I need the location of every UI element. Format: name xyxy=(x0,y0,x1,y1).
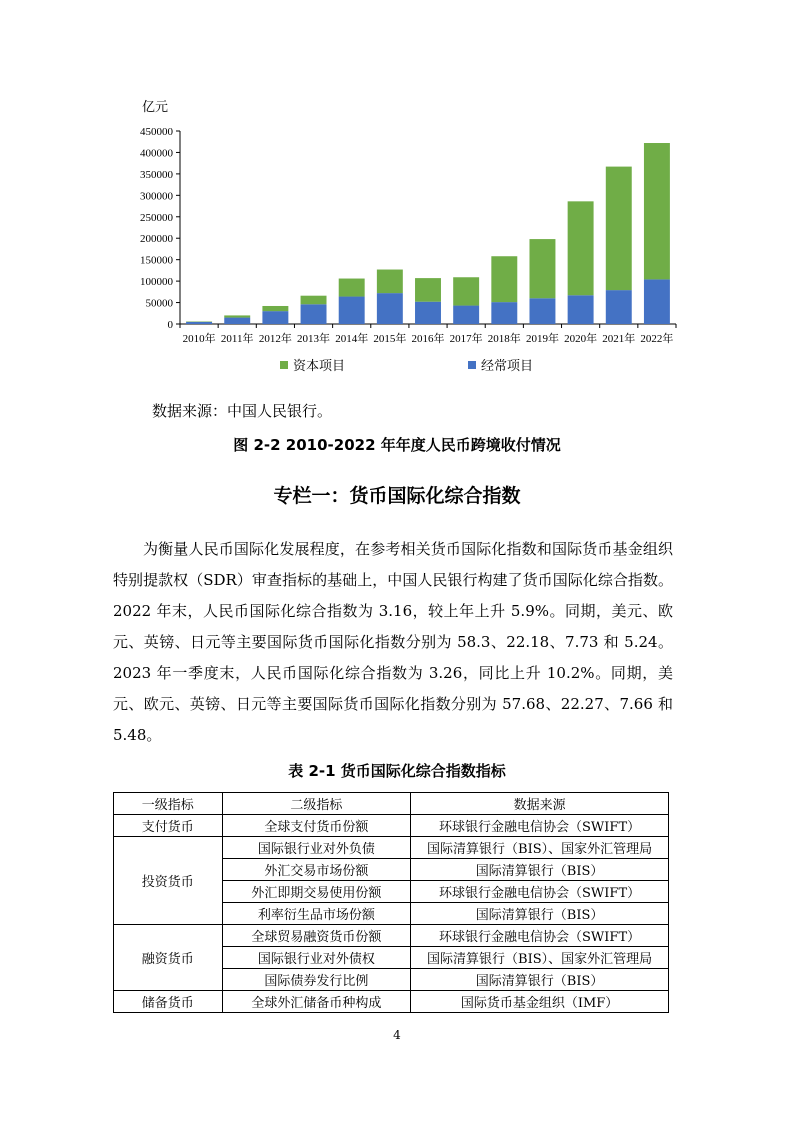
bar-current-account xyxy=(529,298,555,324)
bar-current-account xyxy=(262,311,288,324)
page-number: 4 xyxy=(393,1028,401,1042)
secondary-indicator-cell: 全球外汇储备币种构成 xyxy=(222,991,411,1013)
data-source-cell: 国际货币基金组织（IMF） xyxy=(411,991,669,1013)
x-tick-label: 2019年 xyxy=(525,333,559,345)
secondary-indicator-cell: 利率衍生品市场份额 xyxy=(222,903,411,925)
data-source-cell: 环球银行金融电信协会（SWIFT） xyxy=(411,881,669,903)
bar-current-account xyxy=(453,306,479,324)
x-tick-label: 2013年 xyxy=(297,333,331,345)
column-header: 二级指标 xyxy=(222,793,411,815)
primary-indicator-cell: 投资货币 xyxy=(114,837,223,925)
bar-current-account xyxy=(606,290,632,324)
bar-capital-account xyxy=(339,279,365,297)
bar-current-account xyxy=(224,318,250,324)
bar-capital-account xyxy=(262,306,288,311)
x-tick-label: 2021年 xyxy=(602,333,636,345)
bar-capital-account xyxy=(224,315,250,317)
bar-current-account xyxy=(301,304,327,324)
data-source-cell: 国际清算银行（BIS） xyxy=(411,859,669,881)
bar-capital-account xyxy=(568,201,594,295)
x-tick-label: 2015年 xyxy=(373,333,407,345)
x-tick-label: 2022年 xyxy=(640,333,674,345)
table-caption: 表 2-1 货币国际化综合指数指标 xyxy=(288,762,506,780)
bar-capital-account xyxy=(415,278,441,302)
bar-capital-account xyxy=(529,239,555,298)
secondary-indicator-cell: 国际银行业对外负债 xyxy=(222,837,411,859)
bar-capital-account xyxy=(301,296,327,305)
cross-border-rmb-chart xyxy=(130,95,690,385)
table-row xyxy=(114,837,669,859)
secondary-indicator-cell: 外汇即期交易使用份额 xyxy=(222,881,411,903)
table-header-row xyxy=(114,793,669,815)
secondary-indicator-cell: 全球支付货币份额 xyxy=(222,815,411,837)
y-tick-label: 150000 xyxy=(140,254,173,267)
paragraph-text: 为衡量人民币国际化发展程度，在参考相关货币国际化指数和国际货币基金组织特别提款权（SDR）审查指标的基础上，中国人民银行构建了货币国际化综合指数。2022 年末，人民币国际化综合指数为 3.16，较上年上升 5.9%。同期，美元、欧元、英镑、日元等主要国际货币国际化指数分别为 58.3、22.18、7.73 和 5.24。2023 年一季度末，人民币国际化综合指数为 3.26，同比上升 10.2%。同期，美元、欧元、英镑、日元等主要国际货币国际化指数分别为 57.68、22.27、7.66 和 5.48。 xyxy=(113,540,673,744)
x-tick-label: 2012年 xyxy=(258,333,292,345)
primary-indicator-cell: 支付货币 xyxy=(114,815,223,837)
data-source-cell: 国际清算银行（BIS）、国家外汇管理局 xyxy=(411,837,669,859)
data-source-cell: 环球银行金融电信协会（SWIFT） xyxy=(411,925,669,947)
table-row xyxy=(114,991,669,1013)
bar-capital-account xyxy=(453,277,479,305)
bar-current-account xyxy=(644,279,670,324)
data-source-cell: 环球银行金融电信协会（SWIFT） xyxy=(411,815,669,837)
y-tick-label: 50000 xyxy=(145,297,173,310)
x-tick-label: 2017年 xyxy=(449,333,483,345)
y-tick-label: 0 xyxy=(167,319,173,331)
primary-indicator-cell: 融资货币 xyxy=(114,925,223,991)
bar-current-account xyxy=(186,322,212,324)
secondary-indicator-cell: 国际银行业对外债权 xyxy=(222,947,411,969)
bar-current-account xyxy=(568,295,594,324)
primary-indicator-cell: 储备货币 xyxy=(114,991,223,1013)
x-tick-label: 2016年 xyxy=(411,333,445,345)
y-axis-unit-label: 亿元 xyxy=(142,99,169,114)
data-source-cell: 国际清算银行（BIS） xyxy=(411,903,669,925)
indicator-table xyxy=(113,792,669,1013)
bar-current-account xyxy=(415,302,441,324)
body-paragraph xyxy=(113,534,673,751)
secondary-indicator-cell: 国际债券发行比例 xyxy=(222,969,411,991)
bar-capital-account xyxy=(644,143,670,279)
x-tick-label: 2018年 xyxy=(487,333,521,345)
legend-swatch xyxy=(280,361,288,369)
y-tick-label: 300000 xyxy=(140,190,173,203)
x-tick-label: 2014年 xyxy=(335,333,369,345)
data-source-note: 数据来源：中国人民银行。 xyxy=(152,402,333,420)
secondary-indicator-cell: 全球贸易融资货币份额 xyxy=(222,925,411,947)
x-tick-label: 2020年 xyxy=(564,333,598,345)
bar-capital-account xyxy=(606,167,632,291)
data-source-cell: 国际清算银行（BIS）、国家外汇管理局 xyxy=(411,947,669,969)
secondary-indicator-cell: 外汇交易市场份额 xyxy=(222,859,411,881)
x-tick-label: 2011年 xyxy=(220,333,254,345)
y-tick-label: 350000 xyxy=(140,168,173,181)
column-header: 一级指标 xyxy=(114,793,223,815)
legend-label: 经常项目 xyxy=(481,358,534,373)
figure-caption: 图 2-2 2010-2022 年年度人民币跨境收付情况 xyxy=(233,436,561,454)
bar-current-account xyxy=(491,302,517,324)
x-tick-label: 2010年 xyxy=(182,333,216,345)
y-tick-label: 450000 xyxy=(140,126,173,138)
column-header: 数据来源 xyxy=(411,793,669,815)
y-tick-label: 400000 xyxy=(140,147,173,160)
y-tick-label: 250000 xyxy=(140,211,173,224)
legend-label: 资本项目 xyxy=(293,358,346,373)
y-tick-label: 200000 xyxy=(140,233,173,246)
table-row xyxy=(114,815,669,837)
table-row xyxy=(114,925,669,947)
bar-current-account xyxy=(377,293,403,324)
y-tick-label: 100000 xyxy=(140,276,173,289)
bar-capital-account xyxy=(377,270,403,294)
bar-current-account xyxy=(339,297,365,324)
box-title: 专栏一：货币国际化综合指数 xyxy=(273,485,521,507)
bar-capital-account xyxy=(491,256,517,302)
legend-swatch xyxy=(468,361,476,369)
data-source-cell: 国际清算银行（BIS） xyxy=(411,969,669,991)
